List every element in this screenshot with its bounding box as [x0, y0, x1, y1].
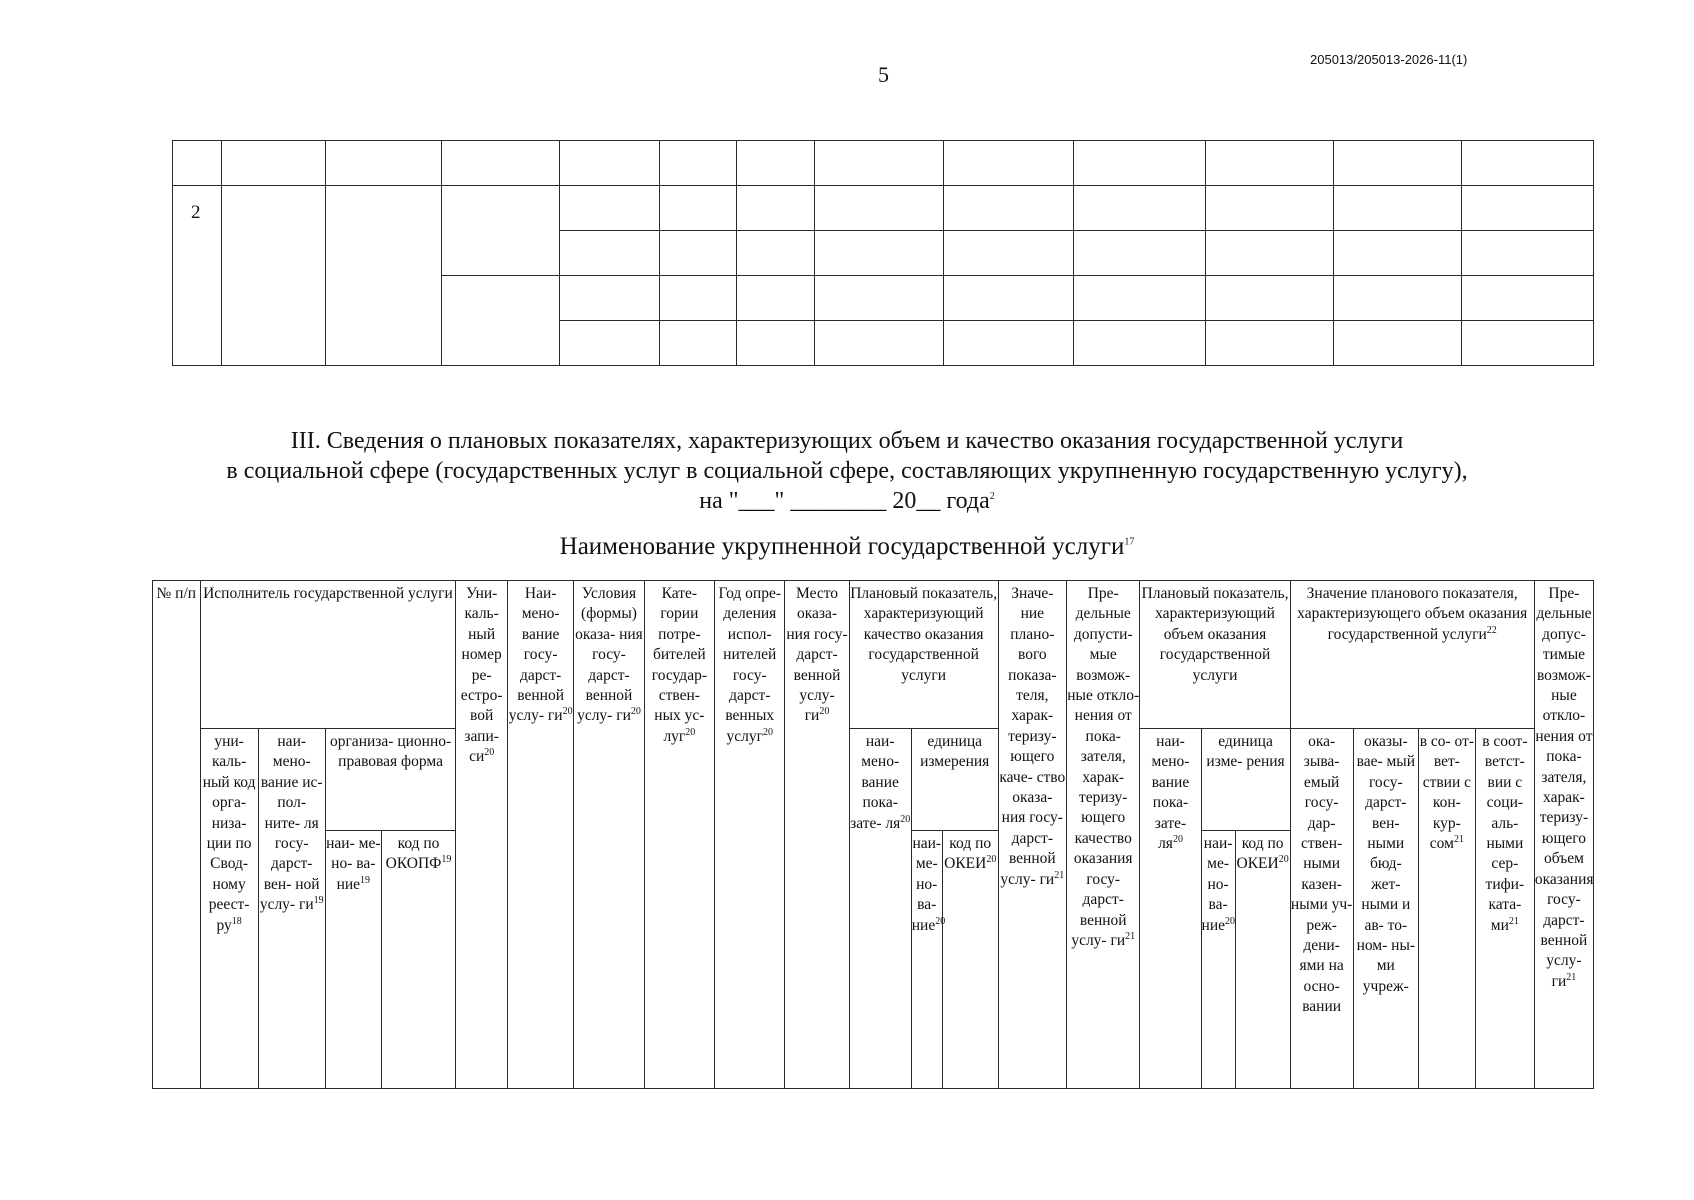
col-executor: Исполнитель государственной услуги: [200, 581, 456, 729]
col-unique-code: уни- каль- ный код орга- низа- ции по Свод- ному реест- $ру^{18}$: [200, 729, 258, 1089]
col-quality-unit-name: наи- ме- но- ва- ние$^{20}$: [911, 831, 942, 1089]
col-volume-budget-institutions: оказы- вае- мый госу- дарст- вен- ными бюд- жет- ными и ав- то- ном- ны- ми учреж-: [1353, 729, 1418, 1089]
col-service-name: Наи- мено- вание госу- дарст- венной услу- $ги^{20}$: [508, 581, 574, 1089]
row-number-cell: [173, 186, 222, 366]
col-volume-unit-name: наи- ме- но- ва- ние$^{20}$: [1201, 831, 1235, 1089]
col-executor-name: наи- мено- вание ис- пол- ните- ля госу- дарст- вен- ной услу- $ги^{19}$: [258, 729, 325, 1089]
col-olf-name: наи- ме- но- ва- ние$^{19}$: [325, 831, 381, 1089]
section-title-line-2: в социальной сфере (государственных услуг в социальной сфере, составляющих укрупненную государственную услугу),: [226, 458, 1468, 484]
col-quality-unit-code: код по ОКЕИ$^{20}$: [942, 831, 998, 1089]
continued-table: [172, 140, 1594, 366]
report-date-line: на "___" ________ 20__ года: [699, 488, 990, 514]
row-number: 2: [191, 202, 201, 223]
col-volume-competition: в со- от- вет- ствии с кон- кур- сом$^{21}$: [1418, 729, 1475, 1089]
col-volume-certificates: в соот- ветст- вии с соци- аль- ными сер- тифи- ката- $ми^{21}$: [1475, 729, 1534, 1089]
table-row: [173, 186, 1594, 231]
section-title-line-1: III. Сведения о плановых показателях, характеризующих объем и качество оказания государственной услуги: [290, 428, 1404, 454]
col-number: № п/п: [153, 581, 201, 1089]
page-number: 5: [878, 62, 889, 87]
col-quality-indicator-name: наи- мено- вание пока- зате- $ля^{20}$: [849, 729, 911, 1089]
col-registry-number: Уни- каль- ный номер ре- естро- вой запи- $си^{20}$: [456, 581, 508, 1089]
table-row: [173, 141, 1594, 186]
col-quality-value: Значе- ние плано- вого показа- теля, харак- теризу- ющего каче- ство оказа- ния госу- дарст- венной услу- $ги^{21}$: [998, 581, 1066, 1089]
col-volume-unit: единица изме- рения: [1201, 729, 1290, 831]
consolidated-service-label: Наименование укрупненной государственной услуги: [559, 533, 1125, 560]
footnote-ref: 2: [989, 491, 995, 502]
col-consumers: Кате- гории потре- бителей государ- ствен- ных ус- луг$^{20}$: [644, 581, 714, 1089]
col-year: Год опре- деления испол- нителей госу- дарст- венных услуг$^{20}$: [715, 581, 785, 1089]
col-volume-indicator: Плановый показатель, характеризующий объем оказания государственной услуги: [1140, 581, 1290, 729]
col-quality-indicator: Плановый показатель, характеризующий качество оказания государственной услуги: [849, 581, 998, 729]
col-volume-indicator-name: наи- мено- вание пока- зате- $ля^{20}$: [1140, 729, 1201, 1089]
col-olf-code: код по ОКОПФ$^{19}$: [381, 831, 456, 1089]
section-subtitle: [0, 532, 1694, 562]
col-volume-deviation: Пре- дельные допус- тимые возмож- ные откло- нения от пока- зателя, харак- теризу- ющего объем оказания госу- дарст- венной услу- $ги^{21}$: [1534, 581, 1593, 1089]
col-volume-value: Значение планового показателя, характеризующего объем оказания государственной услуги$^{22}$: [1290, 581, 1534, 729]
col-quality-unit: единица измерения: [911, 729, 998, 831]
document-id: 205013/205013-2026-11(1): [1310, 52, 1468, 67]
col-volume-unit-code: код по ОКЕИ$^{20}$: [1235, 831, 1290, 1089]
col-conditions: Условия (формы) оказа- ния госу- дарст- венной услу- $ги^{20}$: [574, 581, 644, 1089]
section-title-line-3: [0, 486, 1694, 516]
col-place: Место оказа- ния госу- дарст- венной услу- $ги^{20}$: [785, 581, 849, 1089]
col-quality-deviation: Пре- дельные допусти- мые возмож- ные откло- нения от пока- зателя, харак- теризу- ющего качество оказания госу- дарст- венной услу- $ги^{21}$: [1066, 581, 1139, 1089]
col-org-legal-form: организа- ционно- правовая форма: [325, 729, 455, 831]
footnote-ref: 17: [1124, 536, 1135, 548]
col-volume-state-institutions: ока- зыва- емый госу- дар- ствен- ными казен- ными уч- реж- дени- ями на осно- вании: [1290, 729, 1353, 1089]
planned-indicators-table: [152, 580, 1594, 1089]
